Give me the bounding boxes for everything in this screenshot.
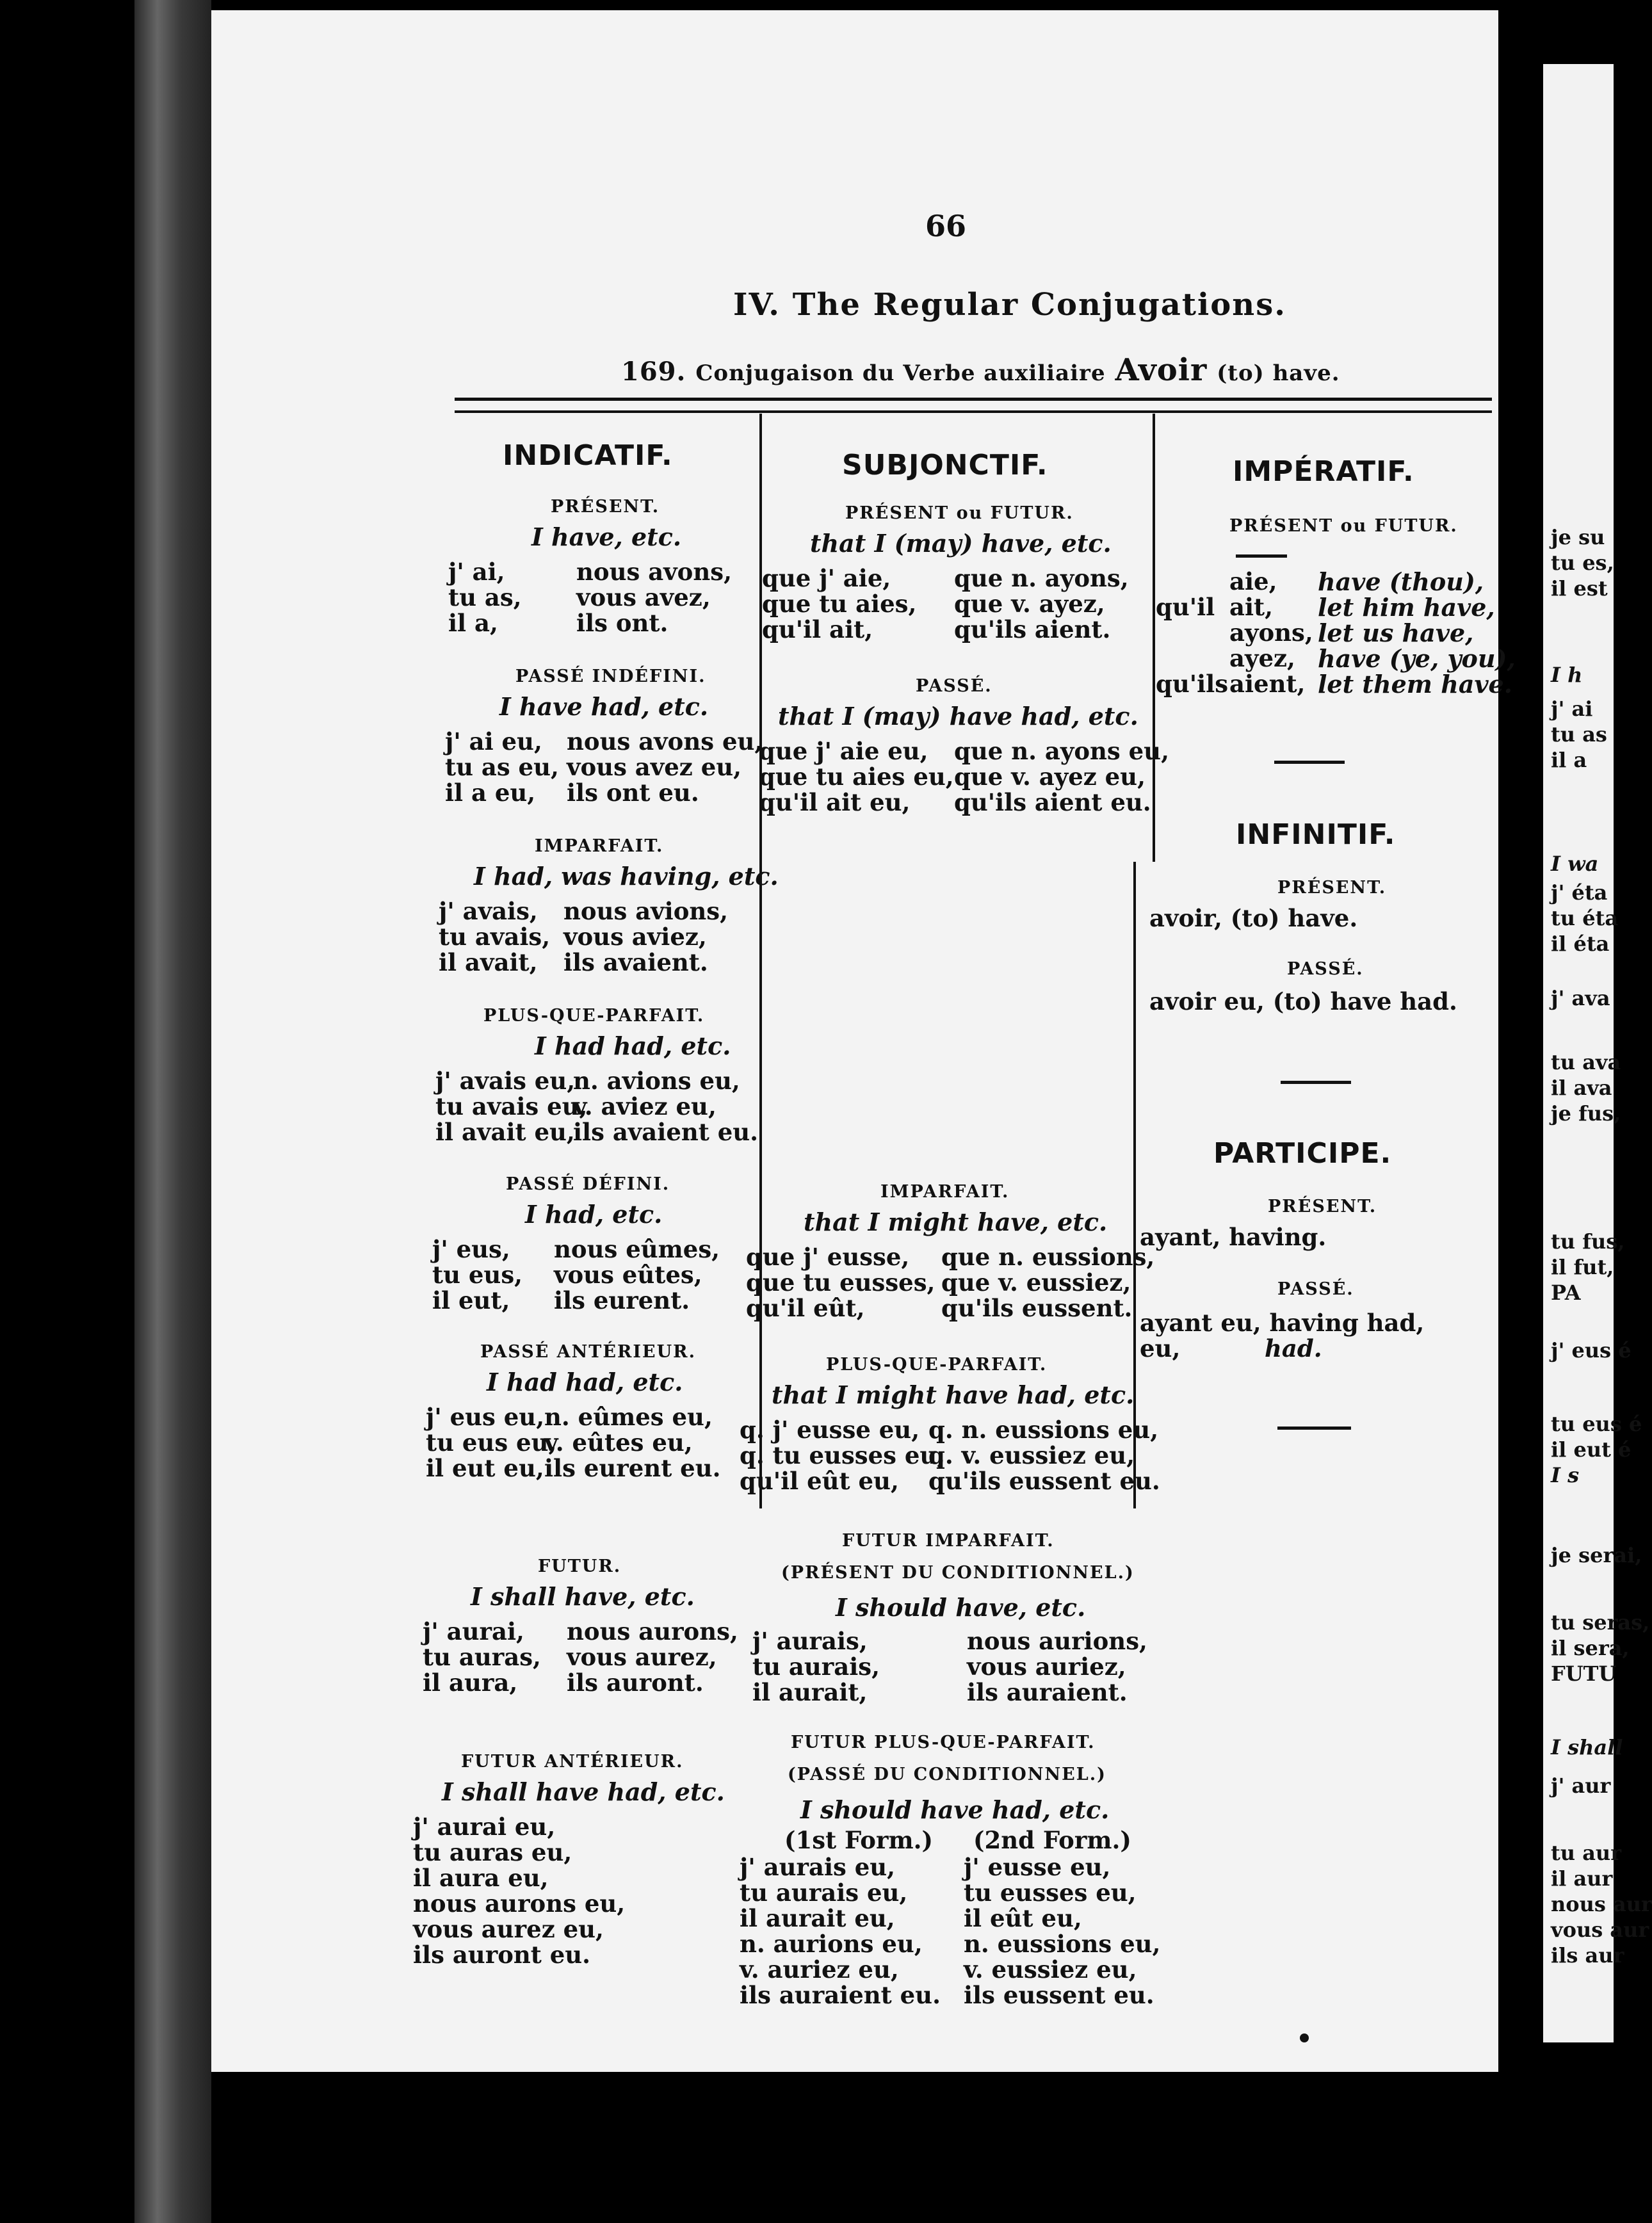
- subjonctif-present-row-1-a: que tu aies,: [762, 590, 917, 618]
- next-page-fragment-23: tu seras,: [1551, 1610, 1650, 1635]
- next-page-fragment-13: il ava: [1551, 1076, 1612, 1100]
- indicatif-futur-label: FUTUR.: [538, 1556, 622, 1576]
- indicatif-plus_que_parfait-row-0-a: j' avais eu,: [435, 1067, 576, 1095]
- next-page-fragment-10: il éta: [1551, 932, 1610, 956]
- header-rule-bottom: [455, 410, 1492, 413]
- subjonctif-plus_que_parfait-translation: that I might have had, etc.: [772, 1380, 1135, 1409]
- indicatif-futur_anterieur-row-4-a: vous aurez eu,: [413, 1915, 604, 1943]
- subjonctif-heading: SUBJONCTIF.: [842, 449, 1048, 481]
- indicatif-plus_que_parfait-row-0-b: n. avions eu,: [573, 1067, 740, 1095]
- indicatif-passe_indefini-row-0-b: nous avons eu,: [567, 727, 763, 756]
- subjonctif-imparfait-row-2-a: qu'il eût,: [746, 1294, 865, 1322]
- next-page-fragment-3: I h: [1551, 663, 1583, 687]
- imperatif-row-0-translation: have (thou),: [1318, 567, 1484, 596]
- participe-passe-label: PASSÉ.: [1277, 1279, 1354, 1299]
- subjonctif-passe-row-1-b: que v. ayez eu,: [954, 763, 1146, 791]
- conditionnel-present-row-2-b: ils auraient.: [967, 1678, 1128, 1706]
- indicatif-imparfait-row-2-b: ils avaient.: [563, 948, 708, 976]
- next-page-fragment-12: tu ava: [1551, 1050, 1621, 1074]
- conditionnel-present-row-0-b: nous aurions,: [967, 1627, 1147, 1655]
- next-page-fragment-29: il aur: [1551, 1866, 1613, 1891]
- indicatif-passe_indefini-label: PASSÉ INDÉFINI.: [515, 667, 706, 686]
- participe-heading: PARTICIPE.: [1213, 1137, 1392, 1170]
- indicatif-passe_indefini-row-0-a: j' ai eu,: [445, 727, 542, 756]
- conditionnel-passe-row-1-b: tu eusses eu,: [964, 1879, 1137, 1907]
- subjonctif-plus_que_parfait-label: PLUS-QUE-PARFAIT.: [826, 1355, 1048, 1375]
- indicatif-present-row-0-b: nous avons,: [576, 558, 732, 586]
- next-page-fragment-11: j' ava: [1551, 986, 1610, 1010]
- indicatif-futur-row-2-b: ils auront.: [567, 1669, 704, 1697]
- indicatif-passe_indefini-row-1-a: tu as eu,: [445, 753, 559, 781]
- next-page-fragment-1: tu es,: [1551, 551, 1614, 575]
- infinitif-present: avoir, (to) have.: [1149, 904, 1358, 932]
- imperatif-row-0-verb: aie,: [1229, 567, 1277, 595]
- infinitif-heading: INFINITIF.: [1236, 818, 1396, 851]
- imperatif-row-1-translation: let him have,: [1318, 593, 1495, 622]
- conditionnel-passe-form2: (2nd Form.): [973, 1826, 1131, 1854]
- next-page-fragment-6: il a: [1551, 748, 1587, 772]
- subjonctif-plus_que_parfait-row-2-a: qu'il eût eu,: [740, 1467, 899, 1495]
- participe-passe-line2a: eu,: [1140, 1334, 1181, 1362]
- next-page-fragment-5: tu as: [1551, 722, 1607, 747]
- subjonctif-passe-label: PASSÉ.: [916, 676, 992, 696]
- section-subtitle: [621, 352, 1340, 388]
- imperatif-row-3-verb: ayez,: [1229, 644, 1295, 672]
- conditionnel-present-row-0-a: j' aurais,: [752, 1627, 868, 1655]
- indicatif-futur-row-1-a: tu auras,: [423, 1643, 541, 1671]
- subjonctif-imparfait-row-2-b: qu'ils eussent.: [941, 1294, 1133, 1322]
- indicatif-passe_indefini-row-2-b: ils ont eu.: [567, 779, 699, 807]
- next-page-fragment-22: je serai,: [1551, 1543, 1642, 1567]
- conditionnel-passe-row-4-a: v. auriez eu,: [740, 1955, 899, 1984]
- conditionnel-passe-row-0-a: j' aurais eu,: [740, 1853, 896, 1881]
- next-page-fragment-20: il eut é: [1551, 1437, 1632, 1462]
- indicatif-passe_defini-row-1-b: vous eûtes,: [554, 1261, 702, 1289]
- next-page-edge: [1543, 64, 1652, 2042]
- conditionnel-present-translation: I should have, etc.: [836, 1593, 1086, 1622]
- conditionnel-passe-row-4-b: v. eussiez eu,: [964, 1955, 1137, 1984]
- indicatif-plus_que_parfait-row-1-a: tu avais eu,: [435, 1092, 588, 1120]
- indicatif-passe_defini-row-2-b: ils eurent.: [554, 1286, 690, 1314]
- indicatif-passe_indefini-row-2-a: il a eu,: [445, 779, 536, 807]
- subjonctif-imparfait-row-1-a: que tu eusses,: [746, 1268, 935, 1297]
- imperatif-row-4-verb: aient,: [1229, 670, 1306, 698]
- imperatif-row-1-pronoun: qu'il: [1156, 593, 1215, 621]
- subjonctif-present-row-2-b: qu'ils aient.: [954, 615, 1111, 643]
- participe-present-label: PRÉSENT.: [1268, 1197, 1377, 1217]
- subjonctif-present-row-0-a: que j' aie,: [762, 564, 891, 592]
- indicatif-passe_anterieur-row-2-b: ils eurent eu.: [544, 1454, 721, 1482]
- indicatif-futur_anterieur-row-2-a: il aura eu,: [413, 1864, 549, 1892]
- indicatif-imparfait-row-0-a: j' avais,: [439, 897, 538, 925]
- book-page: [211, 10, 1516, 2072]
- conditionnel-passe-row-3-a: n. aurions eu,: [740, 1930, 923, 1958]
- subjonctif-imparfait-row-0-a: que j' eusse,: [746, 1243, 910, 1271]
- conditionnel-passe-form1: (1st Form.): [784, 1826, 934, 1854]
- indicatif-present-label: PRÉSENT.: [551, 497, 660, 517]
- conditionnel-passe-translation: I should have had, etc.: [800, 1795, 1110, 1824]
- indicatif-passe_defini-row-0-b: nous eûmes,: [554, 1235, 720, 1263]
- next-page-fragment-15: tu fus,: [1551, 1229, 1625, 1254]
- imperatif-row-2-translation: let us have,: [1318, 618, 1474, 647]
- conditionnel-passe-label2: (PASSÉ DU CONDITIONNEL.): [788, 1765, 1106, 1784]
- indicatif-futur_anterieur-row-1-a: tu auras eu,: [413, 1838, 572, 1866]
- imperatif-row-3-translation: have (ye, you),: [1318, 644, 1516, 673]
- subjonctif-imparfait-label: IMPARFAIT.: [880, 1182, 1010, 1202]
- indicatif-imparfait-row-1-a: tu avais,: [439, 923, 551, 951]
- subjonctif-present-translation: that I (may) have, etc.: [810, 529, 1112, 558]
- indicatif-plus_que_parfait-row-2-b: ils avaient eu.: [573, 1118, 759, 1146]
- conditionnel-passe-label: FUTUR PLUS-QUE-PARFAIT.: [791, 1733, 1096, 1752]
- next-page-fragment-9: tu éta: [1551, 906, 1619, 930]
- divider-dash-1: [1274, 761, 1345, 764]
- page-number: 66: [925, 209, 967, 243]
- indicatif-passe_indefini-row-1-b: vous avez eu,: [567, 753, 742, 781]
- indicatif-plus_que_parfait-row-1-b: v. aviez eu,: [573, 1092, 717, 1120]
- infinitif-present-label: PRÉSENT.: [1277, 878, 1387, 898]
- indicatif-present-row-2-a: il a,: [448, 609, 498, 637]
- next-page-fragment-28: tu aur: [1551, 1841, 1622, 1865]
- subjonctif-imparfait-row-0-b: que n. eussions,: [941, 1243, 1155, 1271]
- indicatif-imparfait-row-1-b: vous aviez,: [563, 923, 707, 951]
- indicatif-passe_anterieur-translation: I had had, etc.: [487, 1368, 683, 1396]
- indicatif-present-translation: I have, etc.: [531, 522, 682, 551]
- next-page-fragment-2: il est: [1551, 576, 1608, 601]
- conditionnel-present-label2: (PRÉSENT DU CONDITIONNEL.): [781, 1563, 1135, 1583]
- indicatif-imparfait-label: IMPARFAIT.: [535, 836, 664, 856]
- indicatif-plus_que_parfait-translation: I had had, etc.: [535, 1031, 731, 1060]
- subjonctif-plus_que_parfait-row-0-b: q. n. eussions eu,: [928, 1416, 1159, 1444]
- next-page-fragment-31: vous aur: [1551, 1918, 1649, 1942]
- indicatif-futur-row-2-a: il aura,: [423, 1669, 518, 1697]
- subjonctif-imparfait-translation: that I might have, etc.: [804, 1208, 1108, 1236]
- subjonctif-plus_que_parfait-row-0-a: q. j' eusse eu,: [740, 1416, 920, 1444]
- next-page-fragment-4: j' ai: [1551, 697, 1593, 721]
- conditionnel-passe-row-2-a: il aurait eu,: [740, 1904, 895, 1932]
- indicatif-passe_anterieur-row-0-b: n. eûmes eu,: [544, 1403, 713, 1431]
- subjonctif-present-label: PRÉSENT ou FUTUR.: [845, 503, 1074, 523]
- indicatif-passe_defini-row-0-a: j' eus,: [432, 1235, 510, 1263]
- indicatif-imparfait-translation: I had, was having, etc.: [474, 862, 779, 891]
- indicatif-passe_indefini-translation: I have had, etc.: [499, 692, 709, 721]
- next-page-fragment-17: PA: [1551, 1281, 1581, 1305]
- indicatif-futur_anterieur-row-3-a: nous aurons eu,: [413, 1889, 626, 1918]
- header-rule-top: [455, 398, 1492, 401]
- imperatif-row-4-translation: let them have.: [1318, 670, 1512, 699]
- imperatif-row-2-verb: ayons,: [1229, 618, 1313, 647]
- indicatif-imparfait-row-0-b: nous avions,: [563, 897, 729, 925]
- conditionnel-passe-row-3-b: n. eussions eu,: [964, 1930, 1161, 1958]
- next-page-fragment-21: I s: [1551, 1463, 1580, 1487]
- book-edge: [134, 0, 211, 2223]
- subjonctif-passe-row-0-b: que n. ayons eu,: [954, 737, 1169, 765]
- section-title: IV. The Regular Conjugations.: [733, 287, 1286, 323]
- subjonctif-passe-row-1-a: que tu aies eu,: [759, 763, 954, 791]
- ink-dot: [1300, 2033, 1309, 2042]
- conditionnel-present-row-2-a: il aurait,: [752, 1678, 868, 1706]
- indicatif-futur_anterieur-row-5-a: ils auront eu.: [413, 1941, 591, 1969]
- next-page-fragment-0: je su: [1551, 525, 1605, 549]
- conditionnel-passe-row-0-b: j' eusse eu,: [964, 1853, 1111, 1881]
- indicatif-passe_anterieur-row-0-a: j' eus eu,: [426, 1403, 545, 1431]
- imperatif-row-4-pronoun: qu'ils: [1156, 670, 1229, 698]
- indicatif-present-row-1-a: tu as,: [448, 583, 522, 611]
- next-page-fragment-26: I shall: [1551, 1735, 1623, 1759]
- subjonctif-plus_que_parfait-row-2-b: qu'ils eussent eu.: [928, 1467, 1160, 1495]
- infinitif-passe-label: PASSÉ.: [1287, 959, 1364, 979]
- next-page-fragment-27: j' aur: [1551, 1774, 1611, 1798]
- indicatif-passe_defini-row-2-a: il eut,: [432, 1286, 510, 1314]
- indicatif-futur-translation: I shall have, etc.: [471, 1582, 695, 1611]
- subtitle-text-post: (to) have.: [1217, 360, 1340, 386]
- indicatif-passe_anterieur-row-1-a: tu eus eu,: [426, 1428, 557, 1457]
- column-divider-right-lower: [1133, 862, 1136, 1508]
- indicatif-plus_que_parfait-row-2-a: il avait eu,: [435, 1118, 575, 1146]
- participe-present: ayant, having.: [1140, 1223, 1327, 1251]
- indicatif-passe_defini-row-1-a: tu eus,: [432, 1261, 523, 1289]
- subjonctif-passe-translation: that I (may) have had, etc.: [778, 702, 1138, 731]
- next-page-fragment-30: nous aur: [1551, 1892, 1652, 1916]
- subtitle-text: Conjugaison du Verbe auxiliaire: [695, 360, 1106, 386]
- subjonctif-passe-row-2-b: qu'ils aient eu.: [954, 788, 1151, 816]
- imperatif-heading: IMPÉRATIF.: [1233, 455, 1414, 488]
- indicatif-futur-row-0-b: nous aurons,: [567, 1617, 738, 1645]
- next-page-fragment-25: FUTU: [1551, 1661, 1617, 1686]
- subjonctif-passe-row-2-a: qu'il ait eu,: [759, 788, 911, 816]
- next-page-fragment-32: ils aur: [1551, 1943, 1624, 1968]
- subjonctif-plus_que_parfait-row-1-a: q. tu eusses eu,: [740, 1441, 946, 1469]
- indicatif-futur_anterieur-translation: I shall have had, etc.: [442, 1777, 725, 1806]
- participe-passe-line1: ayant eu, having had,: [1140, 1309, 1425, 1337]
- indicatif-passe_anterieur-label: PASSÉ ANTÉRIEUR.: [480, 1342, 697, 1362]
- divider-dash-2: [1281, 1081, 1351, 1084]
- next-page-fragment-16: il fut,: [1551, 1255, 1614, 1279]
- subjonctif-present-row-0-b: que n. ayons,: [954, 564, 1129, 592]
- subtitle-number: 169.: [621, 357, 686, 387]
- next-page-fragment-18: j' eus é: [1551, 1338, 1632, 1362]
- indicatif-passe_defini-label: PASSÉ DÉFINI.: [506, 1174, 670, 1194]
- indicatif-passe_anterieur-row-1-b: v. eûtes eu,: [544, 1428, 693, 1457]
- indicatif-heading: INDICATIF.: [503, 439, 673, 472]
- next-page-fragment-14: je fus,: [1551, 1101, 1621, 1126]
- conditionnel-passe-row-5-b: ils eussent eu.: [964, 1981, 1154, 2009]
- next-page-fragment-19: tu eus é: [1551, 1412, 1642, 1436]
- conditionnel-present-label: FUTUR IMPARFAIT.: [842, 1531, 1055, 1551]
- indicatif-futur-row-0-a: j' aurai,: [423, 1617, 524, 1645]
- indicatif-present-row-0-a: j' ai,: [448, 558, 505, 586]
- indicatif-futur_anterieur-label: FUTUR ANTÉRIEUR.: [461, 1752, 684, 1772]
- imperatif-tense-label: PRÉSENT ou FUTUR.: [1229, 516, 1458, 536]
- next-page-fragment-7: I wa: [1551, 852, 1599, 876]
- indicatif-imparfait-row-2-a: il avait,: [439, 948, 538, 976]
- conditionnel-present-row-1-a: tu aurais,: [752, 1653, 880, 1681]
- subjonctif-imparfait-row-1-b: que v. eussiez,: [941, 1268, 1131, 1297]
- indicatif-futur-row-1-b: vous aurez,: [567, 1643, 717, 1671]
- indicatif-plus_que_parfait-label: PLUS-QUE-PARFAIT.: [483, 1006, 705, 1026]
- indicatif-passe_defini-translation: I had, etc.: [525, 1200, 663, 1229]
- subjonctif-present-row-2-a: qu'il ait,: [762, 615, 873, 643]
- indicatif-passe_anterieur-row-2-a: il eut eu,: [426, 1454, 544, 1482]
- subjonctif-present-row-1-b: que v. ayez,: [954, 590, 1105, 618]
- conditionnel-passe-row-2-b: il eût eu,: [964, 1904, 1082, 1932]
- conditionnel-passe-row-1-a: tu aurais eu,: [740, 1879, 908, 1907]
- indicatif-futur_anterieur-row-0-a: j' aurai eu,: [413, 1813, 556, 1841]
- next-page-fragment-8: j' éta: [1551, 880, 1608, 905]
- conditionnel-passe-row-5-a: ils auraient eu.: [740, 1981, 941, 2009]
- participe-passe-line2b: had.: [1265, 1334, 1322, 1362]
- column-divider-right: [1153, 414, 1155, 862]
- subjonctif-passe-row-0-a: que j' aie eu,: [759, 737, 928, 765]
- imperatif-row-1-verb: ait,: [1229, 593, 1274, 621]
- infinitif-passe: avoir eu, (to) have had.: [1149, 987, 1457, 1015]
- subjonctif-plus_que_parfait-row-1-b: q. v. eussiez eu,: [928, 1441, 1135, 1469]
- conditionnel-present-row-1-b: vous auriez,: [967, 1653, 1126, 1681]
- imperatif-dash: [1236, 554, 1287, 558]
- subtitle-verb: Avoir: [1115, 352, 1208, 388]
- indicatif-present-row-2-b: ils ont.: [576, 609, 668, 637]
- indicatif-present-row-1-b: vous avez,: [576, 583, 711, 611]
- divider-dash-3: [1277, 1427, 1351, 1430]
- next-page-fragment-24: il sera,: [1551, 1636, 1630, 1660]
